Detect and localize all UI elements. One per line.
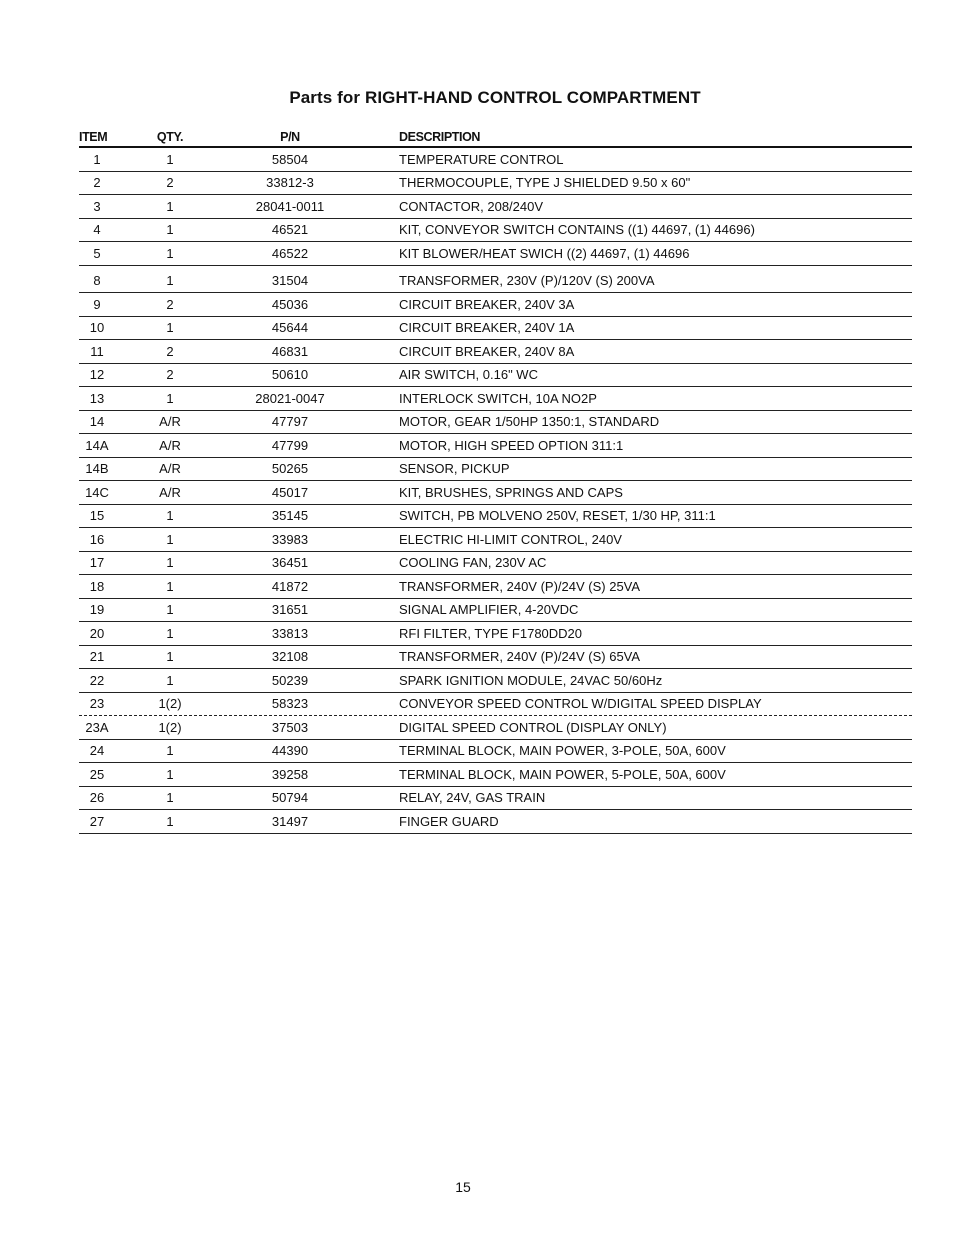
cell-pn: 31497 <box>271 813 309 829</box>
cell-pn: 46522 <box>271 245 309 261</box>
table-row <box>79 599 912 623</box>
cell-item: 10 <box>89 320 105 336</box>
cell-item: 14 <box>89 414 105 430</box>
cell-item: 12 <box>89 367 105 383</box>
cell-description: INTERLOCK SWITCH, 10A NO2P <box>399 390 597 406</box>
cell-pn: 50265 <box>271 461 309 477</box>
table-row <box>79 340 912 364</box>
cell-item: 14A <box>85 437 109 453</box>
cell-pn: 58504 <box>271 151 309 167</box>
table-row <box>79 787 912 811</box>
cell-qty: 1 <box>166 198 174 214</box>
cell-item: 24 <box>89 743 105 759</box>
cell-description: DIGITAL SPEED CONTROL (DISPLAY ONLY) <box>399 719 667 735</box>
cell-qty: 2 <box>166 296 174 312</box>
cell-item: 4 <box>93 222 101 238</box>
cell-pn: 45017 <box>271 484 309 500</box>
cell-pn: 36451 <box>271 555 309 571</box>
header-qty: QTY. <box>156 130 184 144</box>
table-row <box>79 622 912 646</box>
cell-item: 2 <box>93 175 101 191</box>
cell-description: CIRCUIT BREAKER, 240V 1A <box>399 320 575 336</box>
cell-item: 9 <box>93 296 101 312</box>
cell-pn: 50239 <box>271 672 309 688</box>
cell-pn: 35145 <box>271 508 309 524</box>
table-row <box>79 148 912 172</box>
cell-qty: 1 <box>166 320 174 336</box>
cell-item: 23A <box>85 719 109 735</box>
cell-description: KIT, CONVEYOR SWITCH CONTAINS ((1) 44697, (1) 44696) <box>399 222 755 238</box>
cell-description: RELAY, 24V, GAS TRAIN <box>399 790 546 806</box>
cell-qty: 1 <box>166 625 174 641</box>
header-item: ITEM <box>79 130 108 144</box>
cell-item: 3 <box>93 198 101 214</box>
table-row <box>79 740 912 764</box>
cell-qty: 1 <box>166 672 174 688</box>
cell-item: 16 <box>89 531 105 547</box>
cell-pn: 46521 <box>271 222 309 238</box>
table-row <box>79 195 912 219</box>
cell-description: KIT BLOWER/HEAT SWICH ((2) 44697, (1) 44696 <box>399 245 690 261</box>
cell-description: CONVEYOR SPEED CONTROL W/DIGITAL SPEED DISPLAY <box>399 696 762 712</box>
cell-pn: 28021-0047 <box>255 390 325 406</box>
cell-description: ELECTRIC HI-LIMIT CONTROL, 240V <box>399 531 622 547</box>
cell-pn: 47799 <box>271 437 309 453</box>
cell-item: 17 <box>89 555 105 571</box>
cell-qty: 2 <box>166 175 174 191</box>
table-row <box>79 411 912 435</box>
cell-qty: A/R <box>159 437 181 453</box>
cell-pn: 32108 <box>271 649 309 665</box>
table-row <box>79 646 912 670</box>
cell-pn: 50610 <box>271 367 309 383</box>
cell-item: 19 <box>89 602 105 618</box>
table-row <box>79 172 912 196</box>
cell-pn: 37503 <box>271 719 309 735</box>
cell-item: 22 <box>89 672 105 688</box>
table-row <box>79 270 912 294</box>
table-row <box>79 552 912 576</box>
cell-description: SENSOR, PICKUP <box>399 461 510 477</box>
cell-qty: 1 <box>166 790 174 806</box>
cell-pn: 46831 <box>271 343 309 359</box>
cell-qty: A/R <box>159 461 181 477</box>
cell-description: AIR SWITCH, 0.16" WC <box>399 367 538 383</box>
cell-qty: 1(2) <box>158 696 182 712</box>
cell-pn: 33813 <box>271 625 309 641</box>
cell-pn: 44390 <box>271 743 309 759</box>
table-row <box>79 481 912 505</box>
cell-description: SWITCH, PB MOLVENO 250V, RESET, 1/30 HP, 311:1 <box>399 508 716 524</box>
page-number: 15 <box>455 1179 471 1195</box>
cell-description: FINGER GUARD <box>399 813 499 829</box>
parts-table <box>79 128 912 834</box>
cell-pn: 45036 <box>271 296 309 312</box>
cell-description: SIGNAL AMPLIFIER, 4-20VDC <box>399 602 579 618</box>
cell-pn: 45644 <box>271 320 309 336</box>
cell-item: 18 <box>89 578 105 594</box>
cell-qty: 1 <box>166 743 174 759</box>
cell-item: 20 <box>89 625 105 641</box>
table-row <box>79 317 912 341</box>
cell-description: TRANSFORMER, 230V (P)/120V (S) 200VA <box>399 273 655 289</box>
cell-qty: 1 <box>166 222 174 238</box>
cell-item: 5 <box>93 245 101 261</box>
cell-qty: 1 <box>166 390 174 406</box>
table-row <box>79 716 912 740</box>
cell-pn: 31504 <box>271 273 309 289</box>
table-row <box>79 364 912 388</box>
table-row <box>79 669 912 693</box>
cell-item: 15 <box>89 508 105 524</box>
cell-item: 8 <box>93 273 101 289</box>
table-row <box>79 763 912 787</box>
cell-qty: 1 <box>166 531 174 547</box>
cell-item: 25 <box>89 766 105 782</box>
table-row <box>79 387 912 411</box>
cell-qty: 1 <box>166 273 174 289</box>
cell-pn: 50794 <box>271 790 309 806</box>
cell-pn: 33812-3 <box>266 175 314 191</box>
cell-description: MOTOR, GEAR 1/50HP 1350:1, STANDARD <box>399 414 660 430</box>
cell-qty: 2 <box>166 343 174 359</box>
cell-pn: 33983 <box>271 531 309 547</box>
table-row <box>79 810 912 834</box>
cell-pn: 47797 <box>271 414 309 430</box>
cell-qty: 1(2) <box>158 719 182 735</box>
table-row <box>79 293 912 317</box>
cell-description: THERMOCOUPLE, TYPE J SHIELDED 9.50 x 60" <box>399 175 691 191</box>
cell-description: KIT, BRUSHES, SPRINGS AND CAPS <box>399 484 623 500</box>
cell-description: TERMINAL BLOCK, MAIN POWER, 5-POLE, 50A, 600V <box>399 766 726 782</box>
cell-item: 11 <box>90 343 104 359</box>
cell-description: SPARK IGNITION MODULE, 24VAC 50/60Hz <box>399 672 663 688</box>
cell-qty: 1 <box>166 245 174 261</box>
cell-description: COOLING FAN, 230V AC <box>399 555 547 571</box>
cell-pn: 58323 <box>271 696 309 712</box>
table-row <box>79 528 912 552</box>
header-pn: P/N <box>280 130 300 144</box>
table-row <box>79 575 912 599</box>
cell-qty: 1 <box>166 578 174 594</box>
table-row <box>79 434 912 458</box>
table-header <box>79 128 912 148</box>
cell-description: CIRCUIT BREAKER, 240V 8A <box>399 343 575 359</box>
cell-description: CONTACTOR, 208/240V <box>399 198 544 214</box>
cell-description: RFI FILTER, TYPE F1780DD20 <box>399 625 583 641</box>
header-description: DESCRIPTION <box>399 130 481 144</box>
cell-qty: 1 <box>166 508 174 524</box>
cell-qty: A/R <box>159 484 181 500</box>
cell-item: 14B <box>85 461 109 477</box>
cell-item: 27 <box>89 813 105 829</box>
cell-description: TERMINAL BLOCK, MAIN POWER, 3-POLE, 50A, 600V <box>399 743 726 759</box>
cell-qty: 1 <box>166 649 174 665</box>
cell-qty: 1 <box>166 813 174 829</box>
table-row <box>79 505 912 529</box>
table-row <box>79 242 912 266</box>
cell-pn: 31651 <box>271 602 309 618</box>
cell-qty: 1 <box>166 151 174 167</box>
cell-description: TRANSFORMER, 240V (P)/24V (S) 65VA <box>399 649 641 665</box>
cell-description: TRANSFORMER, 240V (P)/24V (S) 25VA <box>399 578 641 594</box>
cell-pn: 39258 <box>271 766 309 782</box>
table-row <box>79 219 912 243</box>
cell-qty: 1 <box>166 602 174 618</box>
cell-description: TEMPERATURE CONTROL <box>399 151 564 167</box>
table-row <box>79 693 912 717</box>
page-title: Parts for RIGHT-HAND CONTROL COMPARTMENT <box>289 88 701 107</box>
cell-qty: 1 <box>166 555 174 571</box>
table-row <box>79 458 912 482</box>
cell-pn: 41872 <box>271 578 309 594</box>
cell-qty: A/R <box>159 414 181 430</box>
cell-qty: 1 <box>166 766 174 782</box>
cell-item: 26 <box>89 790 105 806</box>
cell-description: CIRCUIT BREAKER, 240V 3A <box>399 296 575 312</box>
cell-item: 1 <box>93 151 101 167</box>
cell-item: 14C <box>85 484 109 500</box>
cell-qty: 2 <box>166 367 174 383</box>
table-body <box>79 148 912 834</box>
cell-item: 23 <box>89 696 105 712</box>
cell-description: MOTOR, HIGH SPEED OPTION 311:1 <box>399 437 624 453</box>
cell-pn: 28041-0011 <box>255 198 325 214</box>
cell-item: 21 <box>89 649 105 665</box>
cell-item: 13 <box>89 390 105 406</box>
